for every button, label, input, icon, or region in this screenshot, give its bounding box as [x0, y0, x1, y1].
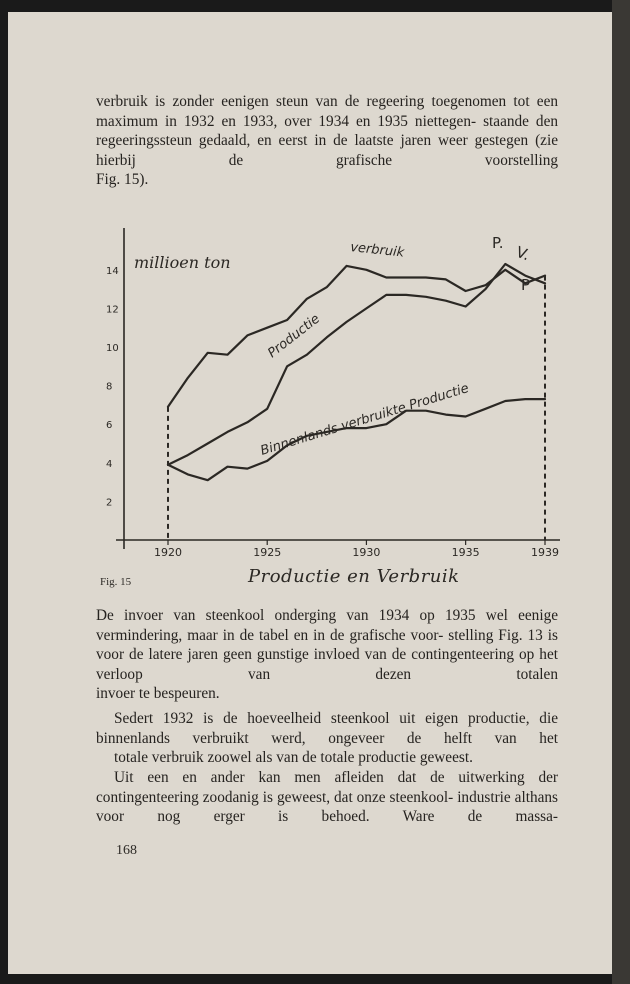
text-line: staande den regeeringssteun gedaald, en eerst in de laatste	[96, 112, 559, 150]
series-label: Binnenlands verbruikte Productie	[258, 381, 471, 459]
series-label: Productie	[265, 311, 323, 362]
text-line: van de contingenteering op het verloop van dezen totalen	[96, 646, 558, 683]
y-tick-label: 14	[106, 265, 119, 277]
series-line-productie	[168, 264, 545, 465]
chart-labels	[134, 234, 532, 459]
annotation-label: P.	[492, 234, 504, 252]
text-line: industrie althans voor nog erger is behoed. Ware de massa-	[96, 788, 559, 826]
x-tick-label: 1935	[451, 546, 480, 559]
chart-ticks	[106, 266, 559, 559]
text-line: Uit een en ander kan men afleiden dat de uitwerking der	[114, 769, 558, 786]
text-line: verbruik is zonder eenigen steun van de regeering toegenomen	[96, 93, 507, 110]
y-tick-label: 6	[106, 420, 113, 432]
text-line: Fig. 15).	[96, 171, 149, 189]
paragraph-4	[96, 768, 558, 827]
x-tick-label: 1930	[352, 546, 381, 559]
x-tick-label: 1939	[531, 546, 559, 559]
page-number: 168	[116, 843, 137, 858]
y-tick-label: 12	[106, 304, 119, 316]
text-line: De invoer van steenkool onderging van 1934 op 1935 wel	[96, 607, 508, 624]
text-line: contingenteering zoodanig is geweest, dat onze steenkool-	[96, 788, 454, 806]
text-line: die binnenlands verbruikt werd, ongeveer de helft van het	[96, 710, 558, 747]
text-line: tot een maximum in 1932 en 1933, over 1934 en 1935 niettegen-	[96, 93, 559, 130]
x-tick-label: 1920	[154, 546, 182, 559]
y-axis-label: millioen ton	[134, 253, 231, 272]
text-line: stelling Fig. 13 is voor de latere jaren geen gunstige invloed	[96, 626, 558, 664]
text-line: eenige vermindering, maar in de tabel en in de grafische voor-	[96, 607, 559, 644]
text-line: Sedert 1932 is de hoeveelheid steenkool uit eigen productie,	[114, 710, 530, 727]
annotation-label: V.	[513, 242, 533, 265]
x-tick-label: 1925	[253, 546, 282, 559]
figure-label: Fig. 15	[100, 576, 132, 588]
series-line-binnenlands	[168, 399, 545, 480]
paragraph-3	[96, 709, 558, 768]
text-line: jaren weer gestegen (zie hierbij de grafische voorstelling	[96, 132, 558, 169]
text-line: totale verbruik zoowel als van de totale productie geweest.	[114, 749, 473, 767]
y-tick-label: 2	[106, 497, 113, 509]
paragraph-2	[96, 606, 558, 704]
figure-caption: Productie en Verbruik	[248, 566, 460, 587]
y-tick-label: 8	[106, 381, 113, 393]
y-tick-label: 10	[106, 343, 119, 354]
y-tick-label: 4	[106, 458, 113, 470]
annotation-label: P	[521, 276, 531, 294]
chart-series	[168, 264, 545, 480]
series-label: verbruik	[349, 240, 405, 261]
text-line: invoer te bespeuren.	[96, 685, 220, 703]
